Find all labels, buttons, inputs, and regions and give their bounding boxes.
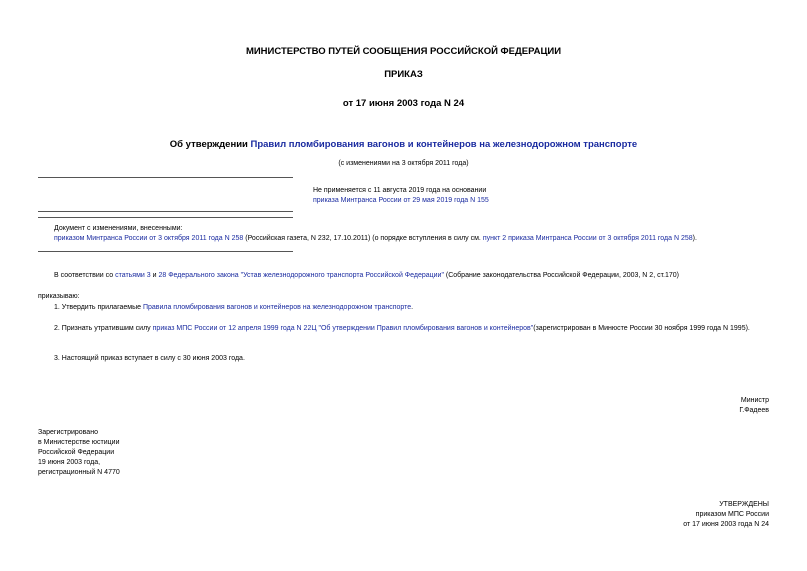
divider [38, 177, 293, 178]
preamble-text-1: В соответствии со [54, 272, 116, 279]
notice-line: Не применяется с 11 августа 2019 года на основании [313, 187, 487, 194]
approval-line: УТВЕРЖДЕНЫ [719, 501, 769, 508]
doc-date-number: от 17 июня 2003 года N 24 [342, 98, 465, 109]
item-1-link[interactable]: Правила пломбирования вагонов и контейнеров на железнодорожном транспорте [142, 304, 412, 311]
doc-type-heading: ПРИКАЗ [384, 69, 423, 80]
amendments-label: Документ с изменениями, внесенными: [54, 225, 183, 232]
registration-block [38, 428, 120, 478]
registration-line: регистрационный N 4770 [38, 469, 120, 476]
preamble [54, 272, 679, 279]
approval-block [683, 500, 769, 530]
registration-line: 19 июня 2003 года, [38, 459, 101, 466]
item-1-text: 1. Утвердить прилагаемые [54, 304, 143, 311]
document-title [0, 139, 807, 150]
amendment-middle: (Российская газета, N 232, 17.10.2011) (о порядке вступления в силу см. [243, 235, 483, 242]
divider [38, 251, 293, 252]
item-1-end: . [411, 304, 414, 311]
order-word: приказываю: [38, 293, 80, 300]
ministry-heading: МИНИСТЕРСТВО ПУТЕЙ СООБЩЕНИЯ РОССИЙСКОЙ ФЕДЕРАЦИИ [245, 46, 562, 57]
approval-line: приказом МПС России [695, 511, 769, 518]
signature-name: Г.Фадеев [739, 407, 769, 414]
item-3: 3. Настоящий приказ вступает в силу с 30 июня 2003 года. [54, 355, 245, 362]
amendment-link-1[interactable]: приказом Минтранса России от 3 октября 2011 года N 258 [54, 235, 244, 242]
item-1 [54, 304, 413, 311]
preamble-link-1[interactable]: статьями 3 [115, 272, 151, 279]
divider [38, 217, 293, 218]
registration-line: Российской Федерации [38, 449, 115, 456]
title-prefix: Об утверждении [169, 139, 251, 150]
registration-line: Зарегистрировано [38, 429, 98, 436]
divider [38, 211, 293, 212]
title-link[interactable]: Правил пломбирования вагонов и контейнеров на железнодорожном транспорте [250, 139, 638, 150]
amendments-line [54, 235, 697, 242]
approval-line: от 17 июня 2003 года N 24 [683, 521, 769, 528]
item-2-end: (зарегистрирован в Минюсте России 30 ноября 1999 года N 1995). [533, 325, 750, 332]
notice-link[interactable]: приказа Минтранса России от 29 мая 2019 года N 155 [313, 197, 489, 204]
amendment-link-2[interactable]: пункт 2 приказа Минтранса России от 3 октября 2011 года N 258 [482, 235, 693, 242]
amendment-end: ). [692, 235, 697, 242]
registration-line: в Министерстве юстиции [38, 439, 120, 446]
changes-note: (с изменениями на 3 октября 2011 года) [338, 160, 469, 167]
preamble-link-2[interactable]: 28 Федерального закона "Устав железнодорожного транспорта Российской Федерации" [158, 272, 444, 279]
item-2-text: 2. Признать утратившим силу [54, 325, 153, 332]
item-2 [38, 324, 770, 334]
item-2-link[interactable]: приказ МПС России от 12 апреля 1999 года N 22Ц "Об утверждении Правил пломбирования вагонов и контейнеров" [152, 325, 534, 332]
preamble-text-3: (Собрание законодательства Российской Федерации, 2003, N 2, ст.170) [443, 272, 679, 279]
signature-title: Министр [740, 397, 769, 404]
preamble-text-2: и [150, 272, 159, 279]
